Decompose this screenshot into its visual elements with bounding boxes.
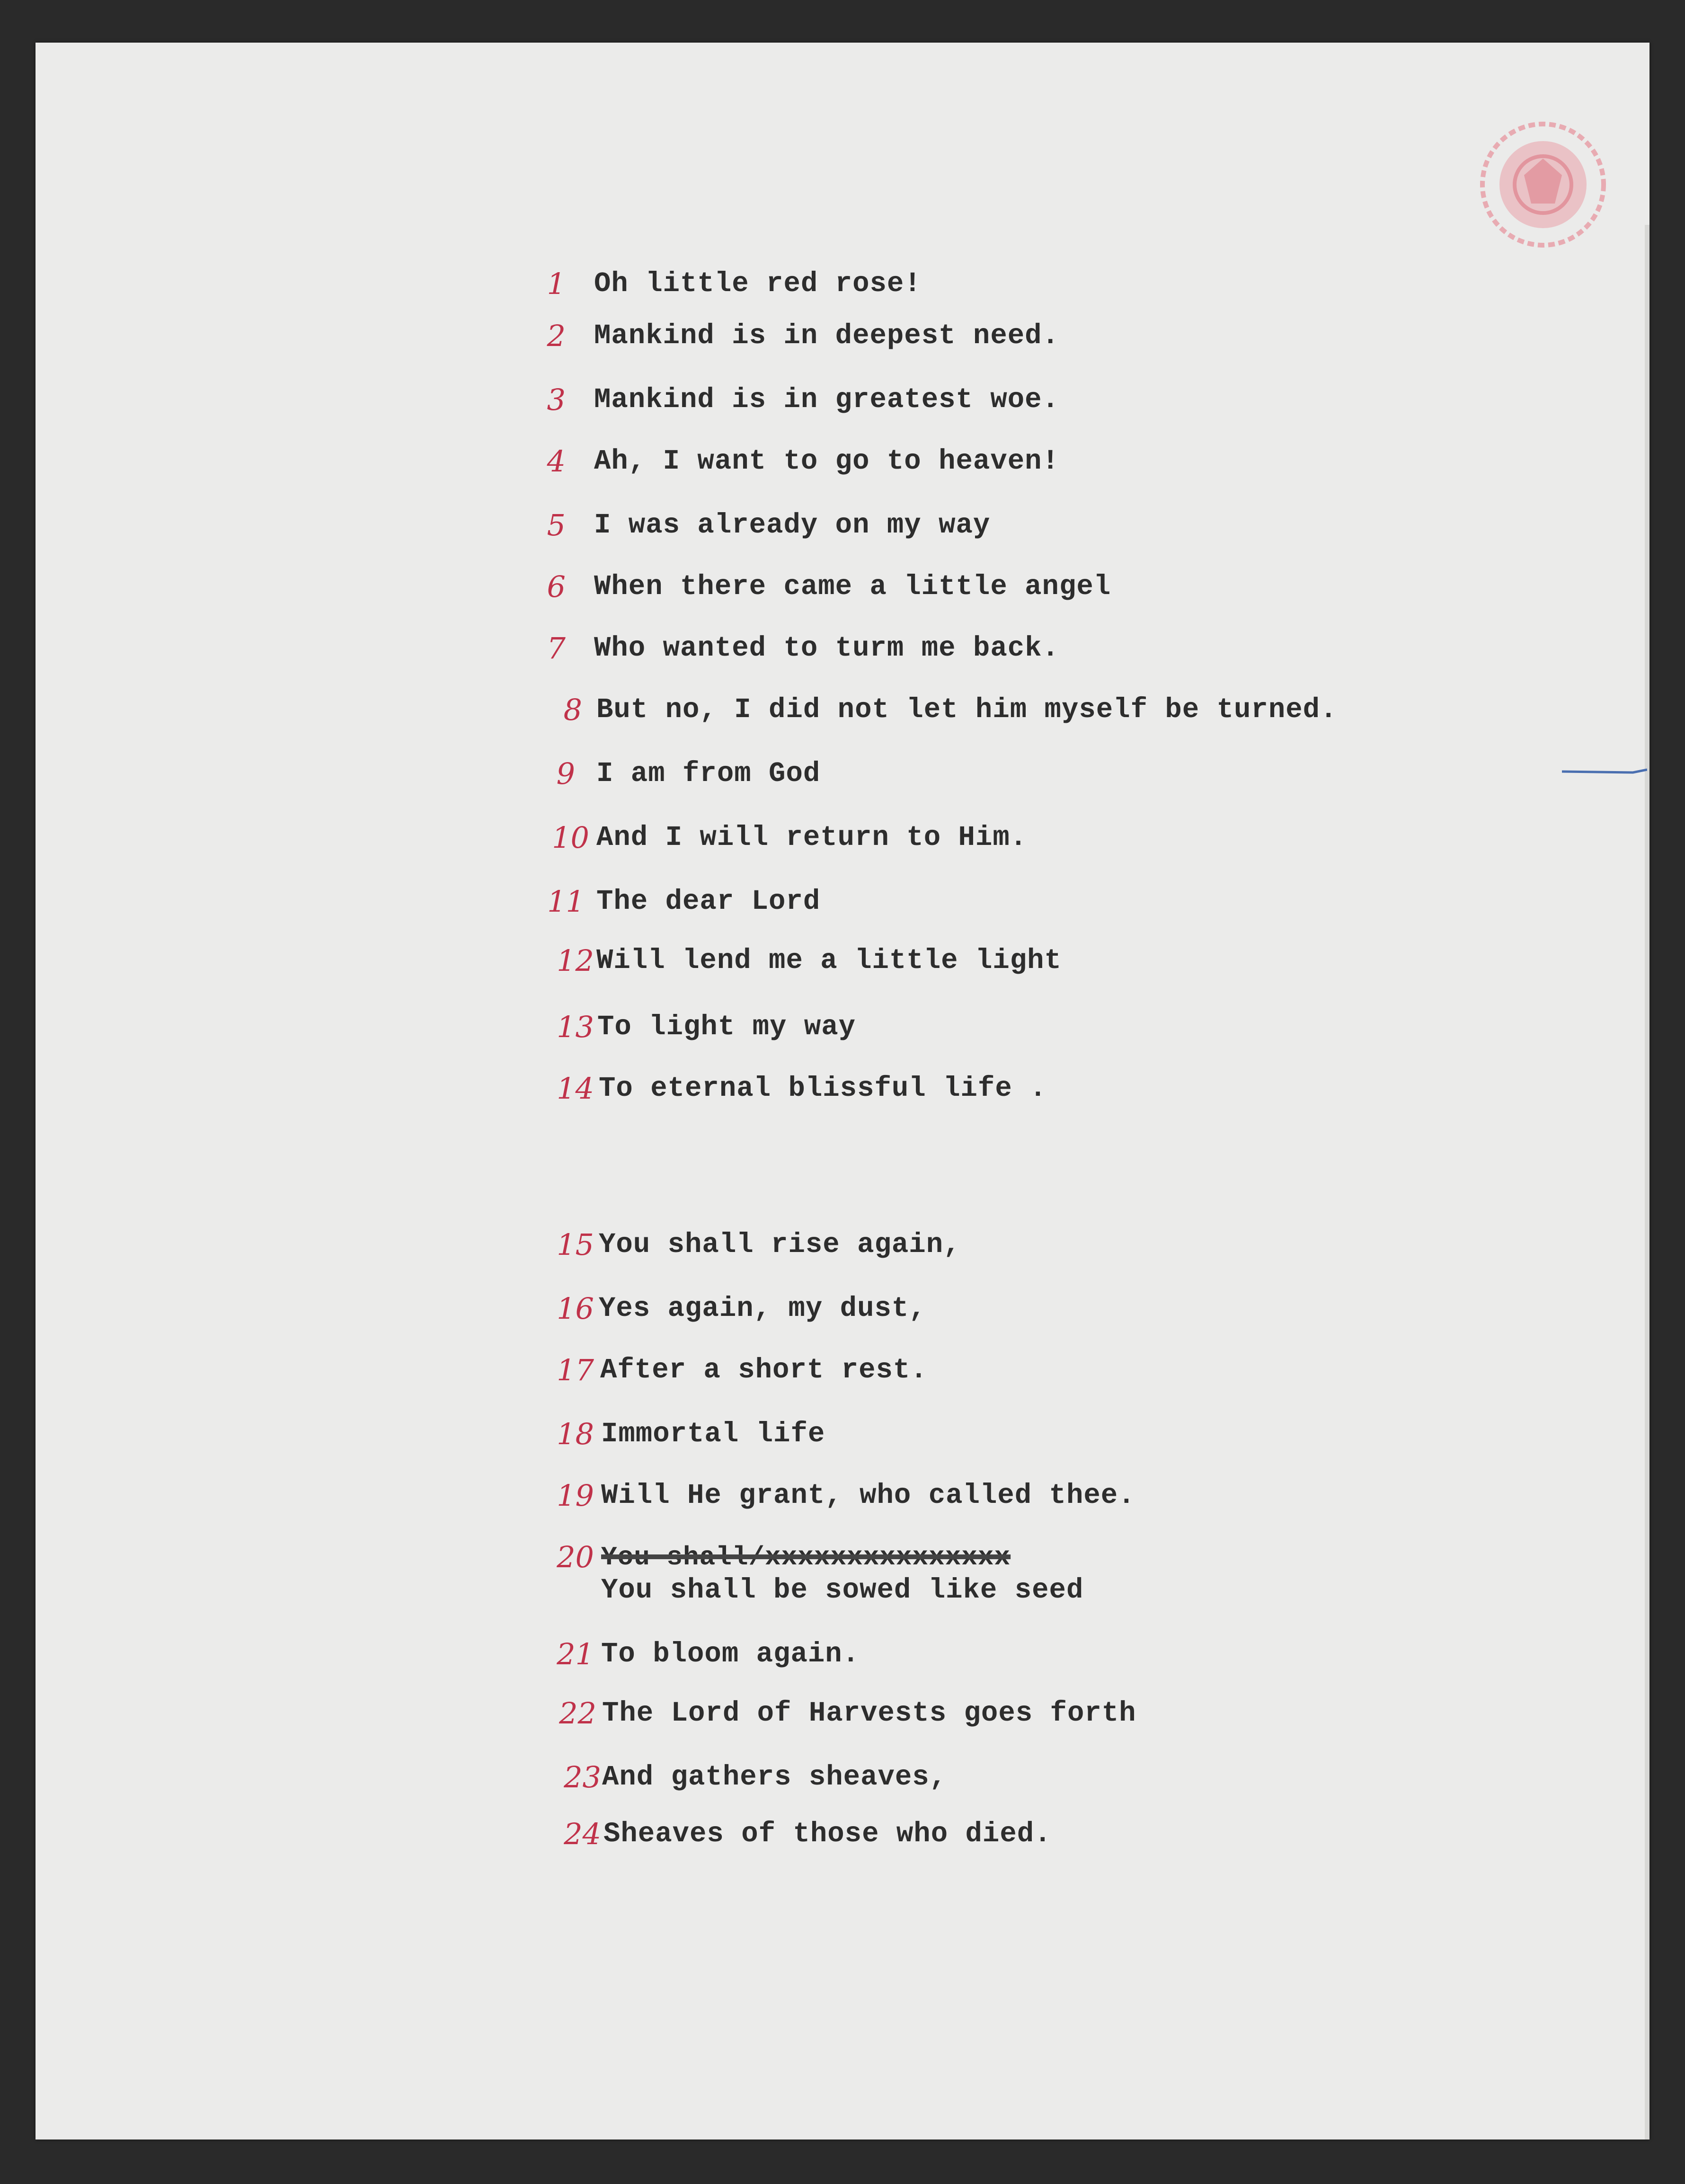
line-number: 6 xyxy=(547,569,566,604)
poem-line xyxy=(0,627,1685,670)
line-text: Will He grant, who called thee. xyxy=(601,1480,1135,1511)
line-text: The dear Lord xyxy=(596,886,821,917)
poem-line xyxy=(0,440,1685,483)
line-text: Sheaves of those who died. xyxy=(603,1818,1052,1850)
struck-out-text: You shall/xxxxxxxxxxxxxxx xyxy=(601,1542,1011,1572)
line-text: Will lend me a little light xyxy=(596,945,1062,977)
line-number: 12 xyxy=(557,943,594,978)
poem-line xyxy=(0,1287,1685,1330)
poem-line xyxy=(0,880,1685,923)
poem-line xyxy=(0,689,1685,731)
poem-line xyxy=(0,504,1685,547)
line-text: Mankind is in deepest need. xyxy=(594,320,1059,352)
line-text: You shall rise again, xyxy=(599,1229,961,1261)
line-number: 4 xyxy=(547,444,566,479)
poem-line xyxy=(0,1474,1685,1517)
line-number: 8 xyxy=(563,692,582,727)
poem-line xyxy=(0,817,1685,859)
line-text: You shall be sowed like seed xyxy=(601,1574,1084,1606)
line-text: To eternal blissful life . xyxy=(599,1073,1047,1104)
line-number: 20 xyxy=(557,1540,594,1574)
line-text: After a short rest. xyxy=(600,1354,928,1386)
line-text: I was already on my way xyxy=(594,509,991,541)
poem-line xyxy=(0,1006,1685,1048)
line-number: 17 xyxy=(557,1353,594,1387)
line-number: 11 xyxy=(547,884,585,919)
archive-stamp-icon xyxy=(1472,114,1614,256)
line-text: The Lord of Harvests goes forth xyxy=(602,1697,1136,1729)
line-number: 15 xyxy=(557,1227,594,1262)
line-text: When there came a little angel xyxy=(594,571,1111,603)
poem-line xyxy=(0,1756,1685,1799)
poem-line xyxy=(0,1536,1685,1616)
line-text: Immortal life xyxy=(601,1418,825,1450)
line-text: Yes again, my dust, xyxy=(599,1293,926,1324)
line-text: And gathers sheaves, xyxy=(602,1761,947,1793)
line-number: 16 xyxy=(557,1291,594,1326)
line-number: 19 xyxy=(557,1478,594,1513)
poem-line xyxy=(0,566,1685,608)
line-number: 21 xyxy=(557,1637,594,1671)
line-number: 10 xyxy=(552,820,589,855)
line-number: 18 xyxy=(557,1417,594,1451)
line-number: 5 xyxy=(547,508,566,542)
line-text: Who wanted to turm me back. xyxy=(594,632,1059,664)
poem-line xyxy=(0,1067,1685,1110)
poem-line xyxy=(0,379,1685,421)
poem-line xyxy=(0,315,1685,357)
line-number: 14 xyxy=(557,1071,594,1106)
line-number: 13 xyxy=(557,1010,594,1044)
poem-line xyxy=(0,1349,1685,1392)
poem-line xyxy=(0,1224,1685,1266)
line-text: I am from God xyxy=(596,758,821,790)
line-text: To bloom again. xyxy=(601,1638,860,1670)
line-number: 23 xyxy=(564,1760,601,1794)
poem-line xyxy=(0,1633,1685,1676)
line-number: 9 xyxy=(556,756,575,791)
poem-line xyxy=(0,940,1685,982)
line-number: 2 xyxy=(547,319,566,353)
line-text: To light my way xyxy=(597,1011,856,1043)
line-text: And I will return to Him. xyxy=(596,822,1028,853)
poem-line xyxy=(0,1692,1685,1735)
line-text: Oh little red rose! xyxy=(594,268,922,300)
line-number: 22 xyxy=(559,1696,596,1731)
line-text: But no, I did not let him myself be turned. xyxy=(596,694,1338,726)
poem-line xyxy=(0,263,1685,305)
line-number: 3 xyxy=(547,382,566,417)
line-text: Mankind is in greatest woe. xyxy=(594,384,1059,416)
poem-line xyxy=(0,1413,1685,1456)
poem-line xyxy=(0,753,1685,795)
line-number: 7 xyxy=(547,631,566,666)
line-number: 1 xyxy=(547,266,566,301)
poem-line xyxy=(0,1813,1685,1856)
line-text: Ah, I want to go to heaven! xyxy=(594,445,1059,477)
line-number: 24 xyxy=(564,1817,601,1851)
